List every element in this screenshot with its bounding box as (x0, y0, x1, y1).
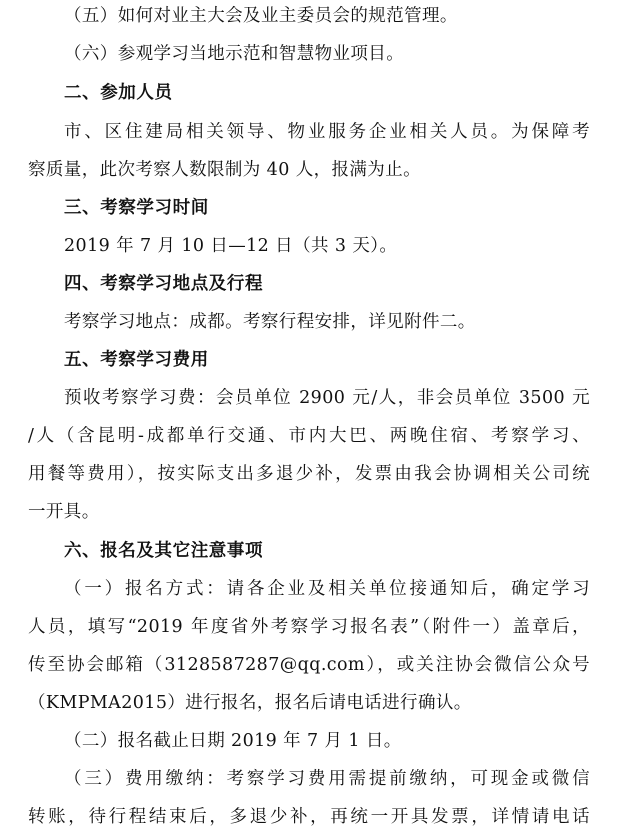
paragraph-line: 考察学习地点：成都。考察行程安排，详见附件二。 (64, 312, 476, 332)
paragraph-line: （二）报名截止日期 2019 年 7 月 1 日。 (64, 731, 402, 751)
section-heading-time: 三、考察学习时间 (64, 198, 209, 218)
paragraph-line: 转账，待行程结束后，多退少补，再统一开具发票，详情请电话 (28, 807, 590, 827)
paragraph-line: /人（含昆明-成都单行交通、市内大巴、两晚住宿、考察学习、 (28, 426, 590, 446)
section-heading-registration: 六、报名及其它注意事项 (64, 541, 264, 561)
item-five: （五）如何对业主大会及业主委员会的规范管理。 (64, 6, 458, 26)
paragraph-line: 2019 年 7 月 10 日—12 日（共 3 天）。 (64, 236, 398, 256)
paragraph-line: （KMPMA2015）进行报名，报名后请电话进行确认。 (28, 693, 472, 713)
paragraph-line: 预收考察学习费：会员单位 2900 元/人，非会员单位 3500 元 (64, 388, 590, 408)
paragraph-line: 市、区住建局相关领导、物业服务企业相关人员。为保障考 (64, 122, 590, 142)
paragraph-line: （一）报名方式：请各企业及相关单位接通知后，确定学习 (64, 579, 590, 599)
paragraph-line: 传至协会邮箱（312858728​7@qq.com），或关注协会微信公众号 (28, 655, 590, 675)
paragraph-line: （三）费用缴纳：考察学习费用需提前缴纳，可现金或微信 (64, 769, 590, 789)
section-heading-fees: 五、考察学习费用 (64, 350, 209, 370)
paragraph-line: 察质量，此次考察人数限制为 40 人，报满为止。 (28, 160, 421, 180)
paragraph-line: 用餐等费用），按实际支出多退少补，发票由我会协调相关公司统 (28, 464, 590, 484)
section-heading-location: 四、考察学习地点及行程 (64, 274, 264, 294)
section-heading-participants: 二、参加人员 (64, 83, 173, 103)
item-six: （六）参观学习当地示范和智慧物业项目。 (64, 44, 405, 64)
paragraph-line: 人员，填写“2019 年度省外考察学习报名表”（附件一）盖章后， (28, 617, 590, 637)
paragraph-line: 一开具。 (28, 502, 100, 522)
